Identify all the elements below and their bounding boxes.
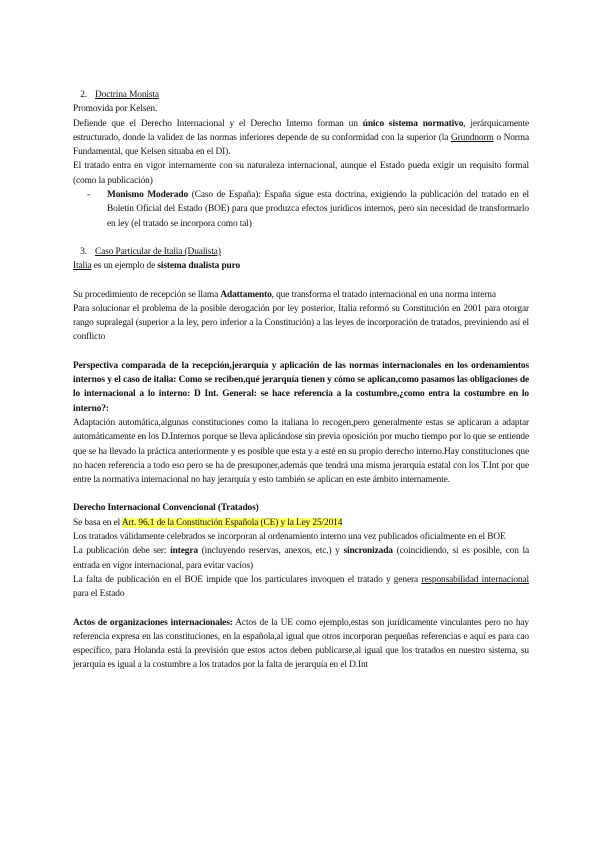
paragraph-monista-definition: Defiende que el Derecho Internacional y el Derecho Interno forman un único sistema normativo, jerárquicamente estructurado, donde la validez de las normas inferiores depende de su conformidad con la superior (la Grundnorm o Norma Fundamental, que Kelsen situaba en el DI). [73, 118, 530, 158]
comparativa-heading: Perspectiva comparada de la recepción,jerarquía y aplicación de las normas internacionales en los ordenamientos internos y el caso de italia: Como se reciben,qué jerarquía tienen y cómo se aplican,como pasamos las obligaciones de lo internacional a lo interno: D Int. General: se hace referencia a la costumbre,¿como entra la costumbre en lo interno?: [73, 360, 529, 414]
paragraph-italia-reform: Para solucionar el problema de la posible derogación por ley posterior, Italia reformó su Constitución en 2001 para otorgar rango supralegal (superior a la ley, pero inferior a la Constitución) a las leyes de incorporación de tratados, previniendo así el conflicto [73, 303, 529, 343]
paragraph-incorporation: Los tratados válidamente celebrados se incorporan al ordenamiento interno una vez publicados oficialmente en el BOE [73, 532, 506, 543]
bullet-dash: - [87, 190, 91, 201]
paragraph-monista-entry: El tratado entra en vigor internamente con su naturaleza internacional, aunque el Estado pueda exigir un requisito formal (como la publicación) [73, 161, 529, 186]
paragraph-organizaciones: Actos de organizaciones internacionales: Actos de la UE como ejemplo,estas son jurídicamente vinculantes pero no hay referencia expresa en las constituciones, en la española,al igual que otros incorporan pequeñas referencias e aquí es para cao específico, para Holanda está la previsión que estos actos deben publicarse,al igual que los tratados en nuestro sistema, su jerarquía es igual a la costumbre a los tratados por la falta de jerarquía en el D.Int [73, 617, 529, 671]
section-number: 2. [80, 90, 87, 100]
highlighted-reference: Art. 96.1 de la Constitución Española (CE) y la Ley 25/2014 [121, 517, 343, 528]
bullet-monismo-moderado: - Monismo Moderado (Caso de España): España sigue esta doctrina, exigiendo la publicación del tratado en el Boletín Oficial del Estado (BOE) para que produzca efectos jurídicos internos, pero sin necesidad de transformarlo en ley (el tratado se incorpora como tal) [87, 190, 529, 229]
section-heading-italia [73, 245, 529, 259]
section-number: 3. [80, 246, 87, 257]
paragraph-legal-basis: Se basa en el Art. 96.1 de la Constitución Española (CE) y la Ley 25/2014 [73, 517, 343, 528]
paragraph-italia-intro: Italia es un ejemplo de sistema dualista puro [73, 261, 241, 272]
paragraph-promoted-by: Promovida por Kelsen. [73, 104, 158, 115]
section-title: Doctrina Monista [95, 90, 159, 100]
comparativa-body: Adaptación automática,algunas constituciones como la italiana lo recogen,pero generalmente estas se aplicaran a adaptar automáticamente en los D.Internos porque se lleva aplicándose sin previa oposición por mucho tiempo por lo que se entiende que se ha llevado la práctica anteriormente y es posible que esta y a esté en su propio derecho interno.Hay constituciones que no hacen referencia a todo eso pero se ha de presuponer,además que tendrá una misma jerarquía estatal con los T.Int por que entre la normativa internacional no hay jerarquía y esto también se aplican en este ámbito internamente. [73, 417, 529, 486]
section-title: Caso Particular de Italia (Dualista) [95, 246, 221, 257]
document-body [73, 88, 529, 673]
paragraph-publication: La publicación debe ser: íntegra (incluyendo reservas, anexos, etc.) y sincronizada (coincidiendo, si es posible, con la entrada en vigor internacional, para evitar vacíos) [73, 546, 529, 571]
section-heading-monista [73, 88, 529, 102]
paragraph-publication-absence: La falta de publicación en el BOE impide que los particulares invoquen el tratado y genera responsabilidad internacional para el Estado [73, 574, 529, 600]
convencional-heading: Derecho Internacional Convencional (Tratados) [73, 503, 259, 514]
paragraph-adattamento: Su procedimiento de recepción se llama Adattamento, que transforma el tratado internacional en una norma interna [73, 289, 496, 300]
